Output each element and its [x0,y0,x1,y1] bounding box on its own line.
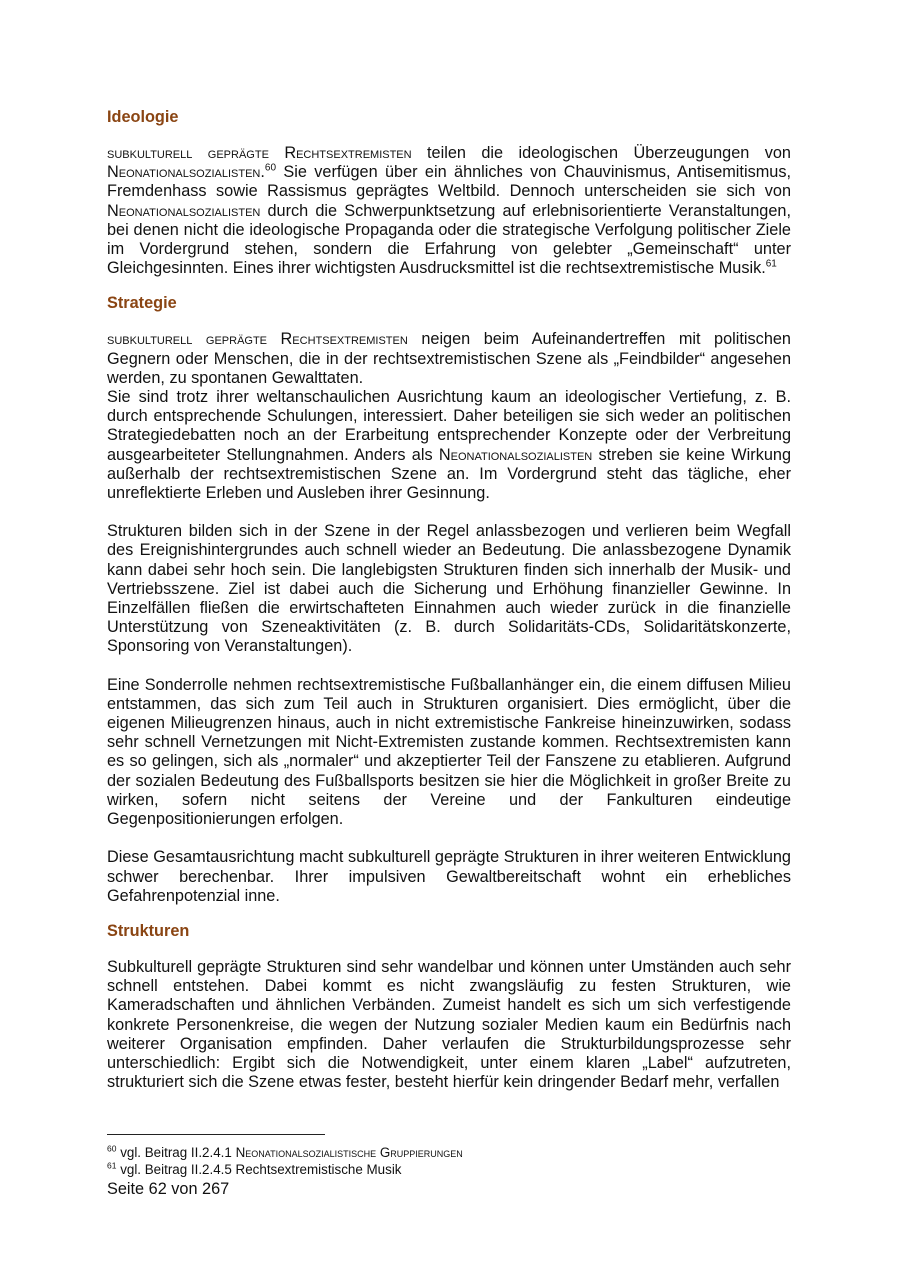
text-run: streben sie keine Wirkung außerhalb der rechtsextremistischen Szene an. Im Vordergrund steht das tägliche, eher unreflektierte Erleben und Ausleben ihrer Gesinnung. [107,445,791,503]
footnote-61 [107,1161,791,1178]
small-caps-term: Neonationalsozialisten [107,201,261,220]
text-run: neigen beim Aufeinandertreffen mit politischen Gegnern oder Menschen, die in der rechtsextremistischen Szene als „Feindbilder“ angesehen werden, zu spontanen Gewalttaten. [107,330,791,387]
text-run: teilen die ideologischen Überzeugungen von [411,144,791,162]
paragraph-strategie-4: Eine Sonderrolle nehmen rechtsextremistische Fußballanhänger ein, die einem diffusen Milieu entstammen, das sich zum Teil auch in Strukturen organisiert. Dies ermöglicht, über die eigenen Milieugrenzen hinaus, auch in nicht extremistische Fankreise hineinzuwirken, sodass sehr schnell Vernetzungen mit Nicht-Extremisten zustande kommen. Rechtsextremisten kann es so gelingen, sich als „normaler“ und akzeptierter Teil der Fanszene zu etablieren. Aufgrund der sozialen Bedeutung des Fußballsports besitzen sie hier die Möglichkeit in großer Breite zu wirken, sofern nicht seitens der Vereine und der Fankulturen eindeutige Gegenpositionierungen erfolgen. [107,675,791,829]
footnote-ref-61[interactable]: 61 [765,258,777,270]
paragraph-strategie-3: Strukturen bilden sich in der Szene in der Regel anlassbezogen und verlieren beim Wegfall des Ereignishintergrundes auch schnell wieder an Bedeutung. Die anlassbezogene Dynamik kann dabei sehr hoch sein. Die langlebigsten Strukturen finden sich innerhalb der Musik- und Vertriebsszene. Ziel ist dabei auch die Sicherung und Erhöhung finanzieller Gewinne. In Einzelfällen fließen die erwirtschafteten Einnahmen auch wieder zurück in die finanzielle Unterstützung von Szeneaktivitäten (z. B. durch Solidaritäts-CDs, Solidaritätskonzerte, Sponsoring von Veranstaltungen). [107,522,791,656]
small-caps-term: subkulturell geprägte Rechtsextremisten [107,144,412,162]
paragraph-strategie-2 [107,388,791,503]
footnote-text: vgl. Beitrag II.2.4.5 Rechtsextremistische Musik [116,1162,402,1177]
paragraph-strategie-5: Diese Gesamtausrichtung macht subkulturell geprägte Strukturen in ihrer weiteren Entwicklung schwer berechenbar. Ihrer impulsiven Gewaltbereitschaft wohnt ein erhebliches Gefahrenpotenzial inne. [107,848,791,905]
footnote-divider [107,1134,325,1135]
small-caps-term: Neonationalsozialisten [438,445,593,464]
heading-ideologie: Ideologie [107,108,179,126]
footnote-text: vgl. Beitrag II.2.4.1 [116,1145,236,1160]
paragraph-strategie-1 [107,330,791,388]
footnote-number: 60 [107,1143,117,1154]
page-number: Seite 62 von 267 [107,1180,230,1198]
footnotes [107,1134,791,1199]
paragraph-strukturen-1: Subkulturell geprägte Strukturen sind sehr wandelbar und können unter Umständen auch sehr schnell entstehen. Dabei kommt es nicht zwangsläufig zu festen Strukturen, wie Kameradschaften und ähnlichen Verbänden. Zumeist handelt es sich um sich verfestigende konkrete Personenkreise, die wegen der Nutzung sozialer Medien kaum ein Bedürfnis nach weiterer Organisation empfinden. Daher verlaufen die Strukturbildungsprozesse sehr unterschiedlich: Ergibt sich die Notwendigkeit, unter einem klaren „Label“ aufzutreten, strukturiert sich die Szene etwas fester, besteht hierfür kein dringender Bedarf mehr, verfallen [107,957,791,1092]
text-run: Sie verfügen über ein ähnliches von Chauvinismus, Antisemitismus, Fremdenhass sowie Rassismus geprägtes Weltbild. Dennoch unterscheiden sie sich von [107,163,791,201]
heading-strategie: Strategie [107,294,177,313]
paragraph-ideologie [107,144,791,278]
text-run: . [260,163,265,182]
footnote-link-text[interactable]: Neonationalsozialistische Gruppierungen [235,1145,463,1160]
page-body [107,106,791,1092]
text-run: Sie sind trotz ihrer weltanschaulichen Ausrichtung kaum an ideologischer Vertiefung, z. B. durch entsprechende Schulungen, interessiert. Daher beteiligen sie sich weder an politischen Strategiedebatten noch an der Erarbeitung entsprechender Konzepte oder der Verbreitung ausgearbeiteter Stellungnahmen. Anders als [107,388,791,464]
footnote-number: 61 [107,1160,117,1171]
small-caps-term: Neonationalsozialisten [107,163,261,182]
small-caps-term: subkulturell geprägte Rechtsextremisten [107,330,408,349]
footnote-ref-60[interactable]: 60 [264,162,277,174]
text-run: durch die Schwerpunktsetzung auf erlebnisorientierte Veranstaltungen, bei denen nicht die ideologische Propaganda oder die strategische Verfolgung politischer Ziele im Vordergrund stehen, sondern die Erfahrung von gelebter „Gemeinschaft“ unter Gleichgesinnten. Eines ihrer wichtigsten Ausdrucksmittel ist die rechtsextremistische Musik. [107,201,791,278]
footnote-60 [107,1144,791,1161]
heading-strukturen: Strukturen [107,921,190,940]
